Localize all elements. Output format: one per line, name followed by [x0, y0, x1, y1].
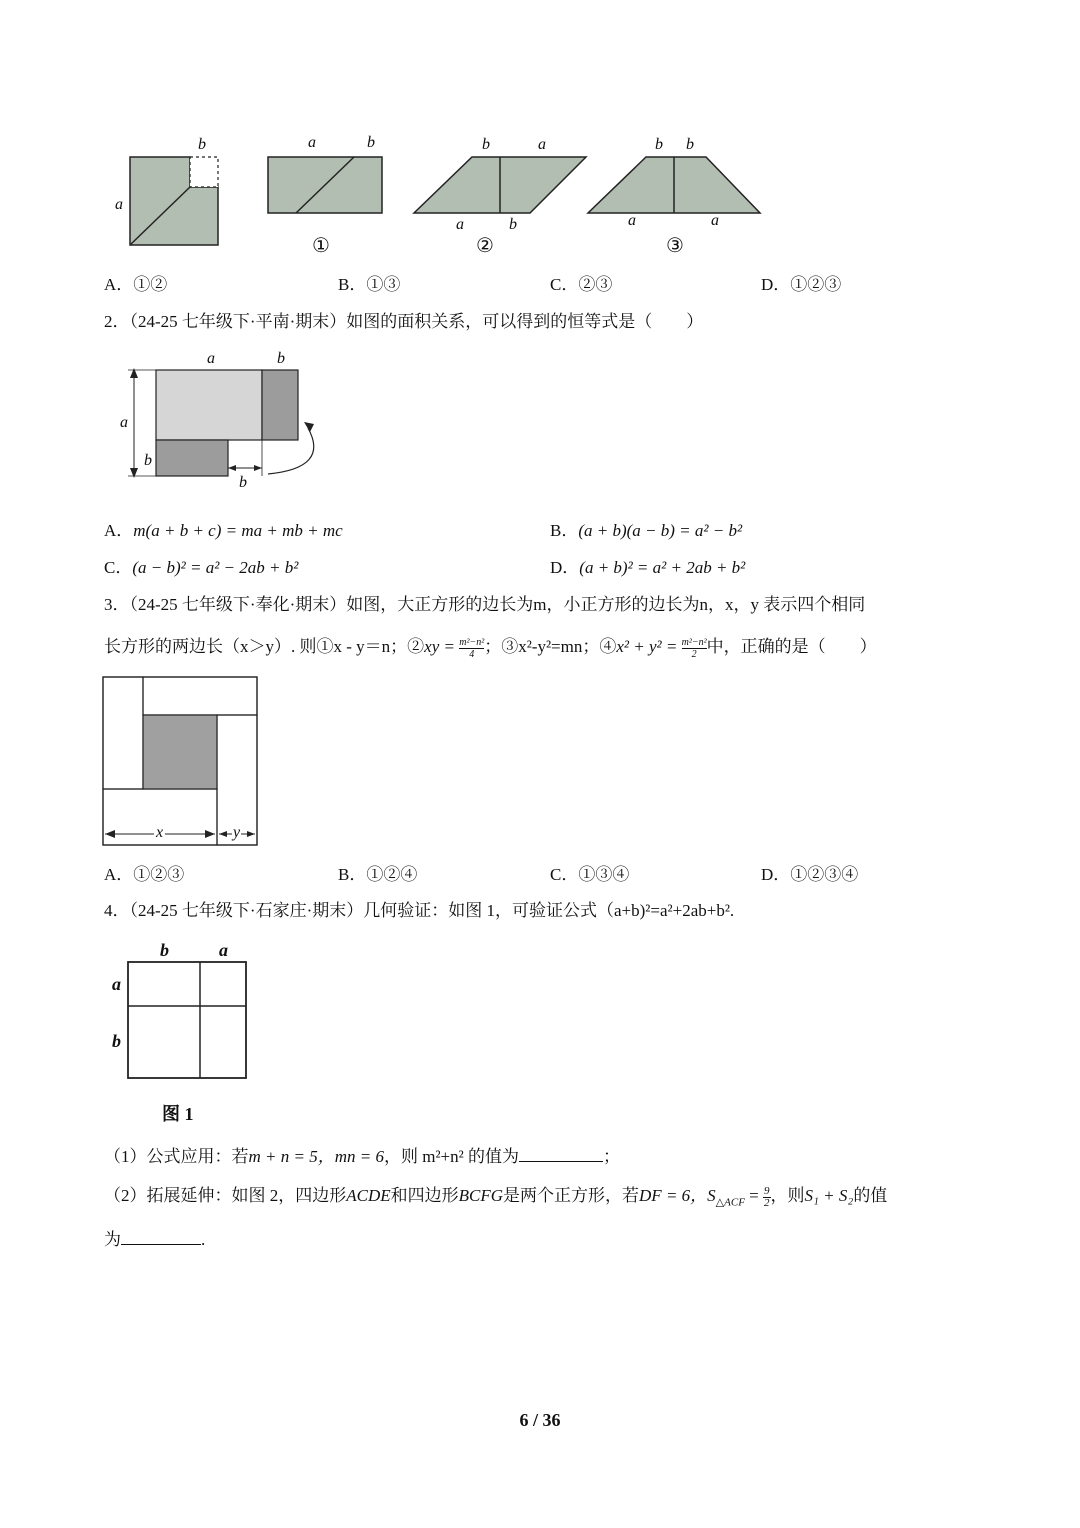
- q3-frac2-den: 2: [691, 648, 697, 660]
- q1-option-c-letter: C．: [550, 275, 579, 294]
- q1-option-c[interactable]: [550, 274, 612, 296]
- q4-part2-df: DF = 6，S: [639, 1186, 716, 1205]
- q4-part2-answer-blank[interactable]: [121, 1228, 201, 1245]
- q2-option-d[interactable]: [550, 557, 745, 579]
- q1-r3-label-a2: a: [711, 212, 719, 229]
- page-number: 6 / 36: [519, 1410, 561, 1430]
- q2-option-c-text: (a − b)² = a² − 2ab + b²: [132, 558, 299, 577]
- q4-label-top-b: b: [160, 940, 169, 960]
- q4-part2-frac-num: 9: [764, 1184, 770, 1197]
- q2-option-c-letter: C．: [104, 558, 133, 577]
- q3-label-x: x: [156, 824, 164, 841]
- q3-label-y: y: [233, 824, 241, 841]
- q1-option-b-text: ①③: [366, 275, 401, 294]
- q1-label-a: a: [115, 196, 123, 213]
- q1-r3-label-a1: a: [628, 212, 636, 229]
- q4-part2-b: 和四边形: [390, 1186, 459, 1205]
- q1-option-b[interactable]: [338, 274, 400, 296]
- q4-stem: 4．（24-25 七年级下·石家庄·期末）几何验证：如图 1，可验证公式（a+b)²=a²+2ab+b².: [104, 901, 735, 920]
- q3-option-b-text: ①②④: [366, 865, 418, 884]
- q4-part2-a: （2）拓展延伸：如图 2，四边形: [104, 1186, 347, 1205]
- q3-option-c[interactable]: [550, 864, 629, 886]
- q1-option-a-text: ①②: [133, 275, 168, 294]
- q3-stem-line2: [104, 636, 877, 660]
- q4-part1-end: ；: [602, 1147, 620, 1166]
- q3-stem-line1: 3．（24-25 七年级下·奉化·期末）如图，大正方形的边长为m，小正方形的边长为n，x，y 表示四个相同: [104, 595, 866, 614]
- q3-frac1: [459, 637, 484, 660]
- q4-part1-math: m + n = 5，mn = 6: [248, 1147, 384, 1166]
- q4-part1: [104, 1145, 620, 1168]
- q2-option-a-letter: A．: [104, 521, 134, 540]
- q3-frac1-den: 4: [469, 648, 475, 660]
- q4-part2-frac: [763, 1186, 771, 1209]
- q4-part2-acde: ACDE: [346, 1186, 391, 1205]
- q3-option-b-letter: B．: [338, 865, 367, 884]
- q1-option-a[interactable]: [104, 274, 167, 296]
- q3-option-c-text: ①③④: [578, 865, 630, 884]
- q4-figure: [126, 960, 250, 1082]
- q1-option-d[interactable]: [761, 274, 841, 296]
- q4-part2-s: S₁ + S₂: [804, 1186, 854, 1205]
- q1-option-b-letter: B．: [338, 275, 367, 294]
- q1-r1-label-b: b: [367, 134, 375, 151]
- q1-option-d-letter: D．: [761, 275, 791, 294]
- q3-option-d-text: ①②③④: [790, 865, 859, 884]
- q4-label-top-a: a: [219, 940, 228, 960]
- q3-option-a[interactable]: [104, 864, 184, 886]
- q2-option-b-letter: B．: [550, 521, 579, 540]
- q2-option-d-text: (a + b)² = a² + 2ab + b²: [579, 558, 746, 577]
- q1-r2-label-bottom-b: b: [509, 216, 517, 233]
- q1-r3-label-b1: b: [655, 136, 663, 153]
- q1-r2-label-bottom-a: a: [456, 216, 464, 233]
- q2-label-top-a: a: [207, 350, 215, 367]
- q2-option-b-text: (a + b)(a − b) = a² − b²: [578, 521, 743, 540]
- q1-option-a-letter: A．: [104, 275, 134, 294]
- q4-part2-end: .: [201, 1230, 206, 1249]
- q4-part2-e: 的值: [853, 1186, 888, 1205]
- q2-option-a[interactable]: [104, 520, 343, 542]
- q1-fig3-number: ③: [666, 235, 684, 257]
- q3-stem-line2-a: 长方形的两边长（x＞y）. 则①x - y＝n；②: [104, 637, 425, 656]
- q1-r1-label-a: a: [308, 134, 316, 151]
- q3-figure: [102, 676, 262, 848]
- q2-option-d-letter: D．: [550, 558, 580, 577]
- q4-label-left-a: a: [112, 974, 121, 994]
- q2-option-c[interactable]: [104, 557, 298, 579]
- q4-label-left-b: b: [112, 1031, 121, 1051]
- q3-option-d-letter: D．: [761, 865, 791, 884]
- q3-option-b[interactable]: [338, 864, 417, 886]
- q3-stem-f2: x² + y² =: [616, 637, 682, 656]
- q2-label-bottom-b: b: [239, 474, 247, 491]
- q1-r2-label-a: a: [538, 136, 546, 153]
- q2-option-b[interactable]: [550, 520, 742, 542]
- q1-option-c-text: ②③: [578, 275, 613, 294]
- q4-part2-line2: [104, 1228, 205, 1251]
- q4-part1-a: （1）公式应用：若: [104, 1147, 249, 1166]
- q4-part2-eq: =: [744, 1186, 764, 1205]
- q3-stem-f1: xy =: [424, 637, 460, 656]
- q3-option-c-letter: C．: [550, 865, 579, 884]
- q3-frac2: [682, 637, 707, 660]
- q3-frac2-num: m²−n²: [681, 636, 707, 648]
- q1-fig2-number: ②: [476, 235, 494, 257]
- q1-r2-label-b: b: [482, 136, 490, 153]
- q4-part1-answer-blank[interactable]: [519, 1145, 603, 1162]
- q3-stem-line2-b: ；③x²-y²=mn；④: [484, 637, 617, 656]
- q4-part2-d: ，则: [770, 1186, 805, 1205]
- q4-part2-c: 是两个正方形，若: [503, 1186, 640, 1205]
- q3-option-d[interactable]: [761, 864, 858, 886]
- q2-label-top-b: b: [277, 350, 285, 367]
- q4-figure-caption: 图 1: [162, 1104, 194, 1124]
- q4-part1-b: ，则 m²+n² 的值为: [383, 1147, 519, 1166]
- q4-part2: [104, 1185, 887, 1213]
- q2-stem: 2．（24-25 七年级下·平南·期末）如图的面积关系，可以得到的恒等式是（ ）: [104, 312, 704, 331]
- q2-label-left-b: b: [144, 452, 152, 469]
- q1-r3-label-b2: b: [686, 136, 694, 153]
- q3-frac1-num: m²−n²: [459, 636, 485, 648]
- q3-stem-line2-c: 中，正确的是（ ）: [706, 637, 877, 656]
- q2-label-left-a: a: [120, 414, 128, 431]
- q4-part2-line2-text: 为: [104, 1230, 121, 1249]
- q2-figure: [118, 348, 338, 498]
- q2-option-a-text: m(a + b + c) = ma + mb + mc: [133, 521, 343, 540]
- q1-option-d-text: ①②③: [790, 275, 842, 294]
- q4-part2-sub: △ACF: [715, 1196, 745, 1209]
- q4-part2-bcfg: BCFG: [458, 1186, 504, 1205]
- q1-label-b: b: [198, 136, 206, 153]
- q3-option-a-letter: A．: [104, 865, 134, 884]
- q3-option-a-text: ①②③: [133, 865, 185, 884]
- q4-part2-frac-den: 2: [764, 1196, 770, 1209]
- q1-fig1-number: ①: [312, 235, 330, 257]
